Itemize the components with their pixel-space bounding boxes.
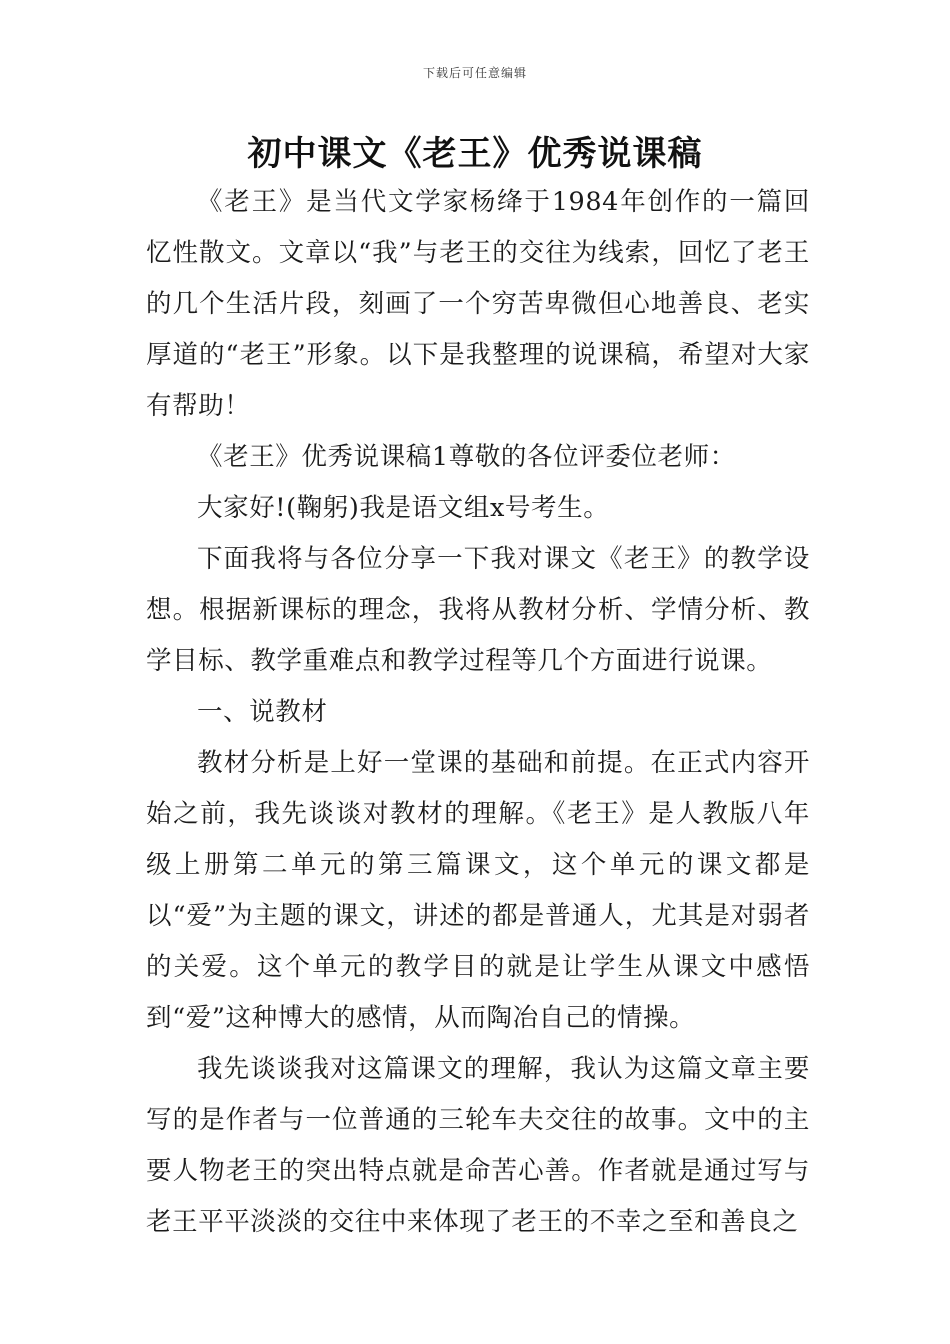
paragraph-overview: 下面我将与各位分享一下我对课文《老王》的教学设想。根据新课标的理念，我将从教材分析、学情分析、教学目标、教学重难点和教学过程等几个方面进行说课。 [146, 544, 810, 676]
section-heading-textbook: 一、说教材 [197, 697, 328, 727]
paragraph-heading-greeting: 《老王》优秀说课稿1尊敬的各位评委位老师： [197, 442, 736, 472]
paragraph-text-understanding: 我先谈谈我对这篇课文的理解，我认为这篇文章主要写的是作者与一位普通的三轮车夫交往的故事。文中的主要人物老王的突出特点就是命苦心善。作者就是通过写与老王平平淡淡的交往中来体现了老王的不幸之至和善良之 [146, 1054, 810, 1237]
document-body [146, 177, 810, 1248]
paragraph-textbook-analysis: 教材分析是上好一堂课的基础和前提。在正式内容开始之前，我先谈谈对教材的理解。《老王》是人教版八年级上册第二单元的第三篇课文，这个单元的课文都是以“爱”为主题的课文，讲述的都是普通人，尤其是对弱者的关爱。这个单元的教学目的就是让学生从课文中感悟到“爱”这种博大的感情，从而陶冶自己的情操。 [146, 748, 810, 1033]
document-title: 初中课文《老王》优秀说课稿 [247, 134, 703, 174]
paragraph-greeting: 大家好!(鞠躬)我是语文组x号考生。 [197, 493, 610, 523]
header-note: 下载后可任意编辑 [422, 66, 527, 80]
paragraph-intro: 《老王》是当代文学家杨绛于1984年创作的一篇回忆性散文。文章以“我”与老王的交往为线索，回忆了老王的几个生活片段，刻画了一个穷苦卑微但心地善良、老实厚道的“老王”形象。以下是我整理的说课稿，希望对大家有帮助！ [146, 187, 810, 421]
